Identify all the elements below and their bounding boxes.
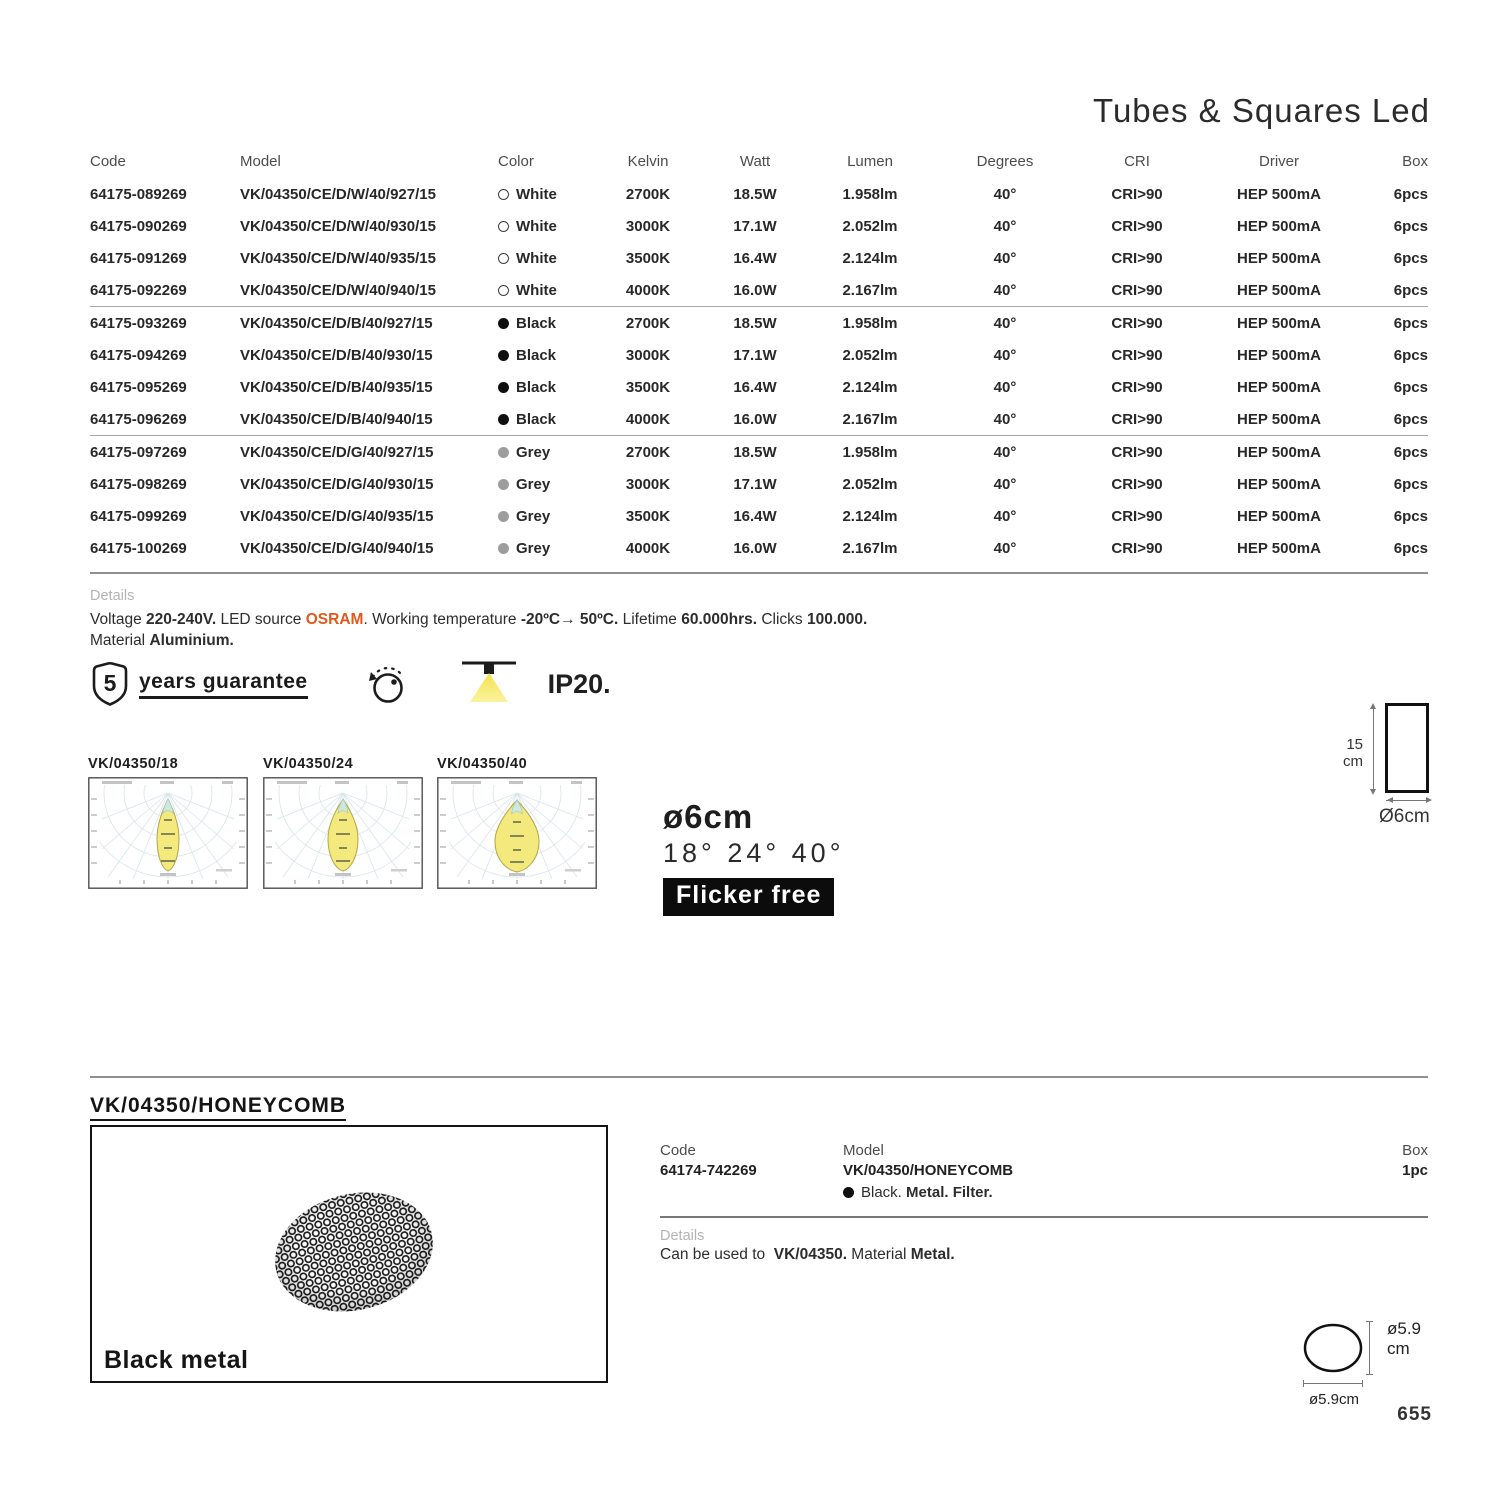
figure-label: VK/04350/18 (88, 756, 179, 772)
cell-box: 6pcs (1393, 281, 1428, 299)
cell-watt: 18.5W (733, 443, 777, 461)
guarantee-years: 5 (103, 670, 117, 696)
cell-color (498, 250, 594, 267)
column-header-code: Code (90, 152, 126, 170)
photometric-figure (88, 756, 248, 894)
cell-driver: HEP 500mA (1237, 443, 1321, 461)
cell-lumen: 2.124lm (842, 378, 898, 396)
color-dot-icon (498, 543, 509, 554)
osram-brand-text: OSRAM (305, 611, 364, 628)
hc-code-value: 64174-742269 (660, 1162, 757, 1179)
details-block (90, 586, 867, 651)
circle-dimension-drawing (1295, 1303, 1475, 1418)
cell-code: 64175-089269 (90, 185, 187, 203)
cell-box: 6pcs (1393, 217, 1428, 235)
photometric-diagram-18 (88, 777, 248, 889)
cell-watt: 16.0W (733, 281, 777, 299)
cell-model: VK/04350/CE/D/W/40/927/15 (240, 185, 436, 203)
cell-driver: HEP 500mA (1237, 410, 1321, 428)
cell-degrees: 40° (993, 539, 1017, 557)
cell-model: VK/04350/CE/D/B/40/940/15 (240, 410, 433, 428)
cell-degrees: 40° (993, 281, 1017, 299)
cell-model: VK/04350/CE/D/G/40/927/15 (240, 443, 434, 461)
honeycomb-image-box (90, 1125, 608, 1383)
cell-kelvin: 4000K (625, 281, 671, 299)
cell-kelvin: 3500K (625, 249, 671, 267)
cell-model: VK/04350/CE/D/B/40/930/15 (240, 346, 433, 364)
dimension-tick (1303, 1380, 1304, 1387)
cell-color (498, 347, 594, 364)
cell-degrees: 40° (993, 346, 1017, 364)
cell-driver: HEP 500mA (1237, 539, 1321, 557)
cell-driver: HEP 500mA (1237, 378, 1321, 396)
cell-driver: HEP 500mA (1237, 507, 1321, 525)
honeycomb-filter-image (92, 1127, 601, 1376)
cell-watt: 16.4W (733, 378, 777, 396)
cell-cri: CRI>90 (1111, 443, 1163, 461)
cell-model: VK/04350/CE/D/W/40/930/15 (240, 217, 436, 235)
column-header-degrees: Degrees (976, 152, 1034, 170)
cell-degrees: 40° (993, 443, 1017, 461)
cell-cri: CRI>90 (1111, 314, 1163, 332)
cell-model: VK/04350/CE/D/G/40/935/15 (240, 507, 434, 525)
cell-kelvin: 3000K (625, 217, 671, 235)
beam-angles-spec: 18° 24° 40° (663, 838, 845, 868)
table-header-row (90, 144, 1428, 178)
bottom-dimension-label: ø5.9cm (1308, 1391, 1359, 1408)
hc-details-label: Details (660, 1228, 705, 1244)
side-dimension-label: ø5.9 cm (1387, 1319, 1422, 1358)
cell-cri: CRI>90 (1111, 249, 1163, 267)
cell-degrees: 40° (993, 314, 1017, 332)
cell-watt: 18.5W (733, 185, 777, 203)
cell-cri: CRI>90 (1111, 346, 1163, 364)
cell-color (498, 444, 594, 461)
color-label: Black (516, 346, 557, 364)
cell-lumen: 2.052lm (842, 475, 898, 493)
cell-lumen: 1.958lm (842, 443, 898, 461)
table-row (90, 210, 1428, 242)
hc-details-line: Can be used to VK/04350. Material Metal. (660, 1246, 955, 1263)
color-dot-icon (843, 1187, 854, 1198)
cell-lumen: 1.958lm (842, 185, 898, 203)
dimension-line (1369, 1321, 1370, 1375)
color-label: Black (516, 378, 557, 396)
cell-watt: 18.5W (733, 314, 777, 332)
cell-degrees: 40° (993, 475, 1017, 493)
cell-box: 6pcs (1393, 378, 1428, 396)
hc-variant (843, 1184, 993, 1201)
cell-watt: 16.4W (733, 249, 777, 267)
cell-box: 6pcs (1393, 443, 1428, 461)
cell-kelvin: 4000K (625, 410, 671, 428)
tube-outline (1385, 703, 1429, 793)
page-number: 655 (1397, 1404, 1432, 1425)
cell-box: 6pcs (1393, 249, 1428, 267)
dimension-line (1386, 800, 1428, 801)
cell-cri: CRI>90 (1111, 185, 1163, 203)
cell-box: 6pcs (1393, 410, 1428, 428)
cell-degrees: 40° (993, 185, 1017, 203)
cell-model: VK/04350/CE/D/G/40/940/15 (240, 539, 434, 557)
cell-model: VK/04350/CE/D/B/40/927/15 (240, 314, 433, 332)
cell-driver: HEP 500mA (1237, 281, 1321, 299)
cell-watt: 17.1W (733, 475, 777, 493)
color-label: Black (516, 410, 557, 428)
color-dot-icon (498, 382, 509, 393)
color-label: Grey (516, 475, 551, 493)
honeycomb-info (660, 1142, 1428, 1218)
cell-code: 64175-098269 (90, 475, 187, 493)
guarantee-text: years guarantee (139, 670, 308, 699)
cell-code: 64175-093269 (90, 314, 187, 332)
cell-box: 6pcs (1393, 475, 1428, 493)
cell-model: VK/04350/CE/D/B/40/935/15 (240, 378, 433, 396)
cell-driver: HEP 500mA (1237, 185, 1321, 203)
cell-kelvin: 3500K (625, 378, 671, 396)
cell-kelvin: 2700K (625, 314, 671, 332)
ip-rating: IP20. (547, 668, 611, 699)
cell-code: 64175-092269 (90, 281, 187, 299)
cell-color (498, 315, 594, 332)
dimension-line (1303, 1383, 1363, 1384)
figure-label: VK/04350/40 (437, 756, 528, 772)
table-row (90, 403, 1428, 435)
page-title: Tubes & Squares Led (1093, 92, 1430, 129)
table-row (90, 500, 1428, 532)
cell-kelvin: 3000K (625, 475, 671, 493)
hc-variant-text: Black. Metal. Filter. (861, 1184, 993, 1201)
dimension-tick (1366, 1374, 1373, 1375)
cell-watt: 16.0W (733, 410, 777, 428)
table-row (90, 436, 1428, 468)
cell-box: 6pcs (1393, 539, 1428, 557)
hc-model-label: Model (843, 1142, 884, 1159)
cell-degrees: 40° (993, 217, 1017, 235)
color-dot-icon (498, 479, 509, 490)
photometric-diagram-40 (437, 777, 597, 889)
color-label: White (516, 281, 557, 299)
column-header-model: Model (240, 152, 281, 170)
color-label: Grey (516, 507, 551, 525)
honeycomb-title: VK/04350/HONEYCOMB (90, 1094, 346, 1121)
cell-driver: HEP 500mA (1237, 217, 1321, 235)
cell-kelvin: 4000K (625, 539, 671, 557)
cell-driver: HEP 500mA (1237, 475, 1321, 493)
table-group-black (90, 306, 1428, 435)
divider-rule (660, 1216, 1428, 1218)
cell-code: 64175-090269 (90, 217, 187, 235)
table-group-white (90, 178, 1428, 306)
cell-lumen: 2.167lm (842, 281, 898, 299)
cell-watt: 16.0W (733, 539, 777, 557)
column-header-color: Color (498, 152, 534, 170)
table-row (90, 242, 1428, 274)
guarantee-shield-icon (90, 661, 130, 707)
honeycomb-details (660, 1228, 955, 1264)
details-line-2: Material Aluminium. (90, 632, 234, 649)
cell-cri: CRI>90 (1111, 410, 1163, 428)
dimension-arrow (1426, 797, 1435, 803)
diameter-spec: ø6cm (663, 798, 754, 835)
cell-code: 64175-096269 (90, 410, 187, 428)
details-line-1: Voltage 220-240V. LED source OSRAM. Working temperature -20ºC→ 50ºC. Lifetime 60.000hrs. Clicks 100.000. (90, 611, 868, 628)
table-row (90, 532, 1428, 564)
photometric-diagram-24 (263, 777, 423, 889)
color-label: Grey (516, 443, 551, 461)
cell-lumen: 2.124lm (842, 249, 898, 267)
divider-rule (90, 572, 1428, 574)
color-dot-icon (498, 221, 509, 232)
table-row (90, 274, 1428, 306)
cell-lumen: 2.167lm (842, 410, 898, 428)
color-dot-icon (498, 253, 509, 264)
cell-kelvin: 2700K (625, 185, 671, 203)
tube-dimension-drawing (1325, 698, 1455, 833)
flicker-free-badge: Flicker free (663, 878, 834, 916)
cell-degrees: 40° (993, 249, 1017, 267)
dimension-arrow (1370, 789, 1376, 795)
cell-code: 64175-099269 (90, 507, 187, 525)
table-group-grey (90, 435, 1428, 564)
figure-label: VK/04350/24 (263, 756, 354, 772)
cell-watt: 17.1W (733, 217, 777, 235)
cell-model: VK/04350/CE/D/W/40/935/15 (240, 249, 436, 267)
cell-code: 64175-097269 (90, 443, 187, 461)
cell-code: 64175-094269 (90, 346, 187, 364)
color-label: White (516, 185, 557, 203)
filter-outline (1295, 1303, 1375, 1393)
divider-rule (90, 1076, 1428, 1078)
column-header-box: Box (1402, 152, 1428, 170)
cell-cri: CRI>90 (1111, 378, 1163, 396)
color-dot-icon (498, 350, 509, 361)
spec-block (663, 798, 845, 916)
photometric-figure (437, 756, 597, 894)
column-header-lumen: Lumen (847, 152, 893, 170)
hc-code-label: Code (660, 1142, 696, 1159)
width-dimension-label: Ø6cm (1379, 806, 1430, 827)
cell-lumen: 2.167lm (842, 539, 898, 557)
color-dot-icon (498, 318, 509, 329)
ceiling-light-icon (456, 656, 522, 713)
color-label: Black (516, 314, 557, 332)
color-dot-icon (498, 189, 509, 200)
cell-cri: CRI>90 (1111, 281, 1163, 299)
cell-cri: CRI>90 (1111, 539, 1163, 557)
features-row (90, 658, 611, 710)
cell-model: VK/04350/CE/D/W/40/940/15 (240, 281, 436, 299)
color-label: White (516, 217, 557, 235)
cell-color (498, 186, 594, 203)
cell-lumen: 2.124lm (842, 507, 898, 525)
table-row (90, 468, 1428, 500)
cell-lumen: 2.052lm (842, 217, 898, 235)
color-dot-icon (498, 414, 509, 425)
cell-driver: HEP 500mA (1237, 314, 1321, 332)
cell-kelvin: 2700K (625, 443, 671, 461)
cell-color (498, 379, 594, 396)
table-row (90, 371, 1428, 403)
hc-model-value: VK/04350/HONEYCOMB (843, 1162, 1014, 1179)
photometric-figure (263, 756, 423, 894)
cell-box: 6pcs (1393, 314, 1428, 332)
cell-lumen: 2.052lm (842, 346, 898, 364)
column-header-cri: CRI (1124, 152, 1150, 170)
cell-driver: HEP 500mA (1237, 249, 1321, 267)
cell-code: 64175-095269 (90, 378, 187, 396)
cell-code: 64175-091269 (90, 249, 187, 267)
column-header-driver: Driver (1259, 152, 1299, 170)
cell-degrees: 40° (993, 410, 1017, 428)
cell-watt: 17.1W (733, 346, 777, 364)
cell-watt: 16.4W (733, 507, 777, 525)
cell-box: 6pcs (1393, 185, 1428, 203)
color-dot-icon (498, 447, 509, 458)
cell-cri: CRI>90 (1111, 507, 1163, 525)
cell-cri: CRI>90 (1111, 217, 1163, 235)
color-dot-icon (498, 285, 509, 296)
cell-color (498, 540, 594, 557)
cell-lumen: 1.958lm (842, 314, 898, 332)
cell-kelvin: 3500K (625, 507, 671, 525)
column-header-kelvin: Kelvin (627, 152, 669, 170)
cell-box: 6pcs (1393, 346, 1428, 364)
hc-box-label: Box (1402, 1142, 1428, 1159)
cell-model: VK/04350/CE/D/G/40/930/15 (240, 475, 434, 493)
table-row (90, 178, 1428, 210)
color-label: Grey (516, 539, 551, 557)
height-dimension-label: 15 cm (1343, 736, 1363, 770)
cell-kelvin: 3000K (625, 346, 671, 364)
dimmable-icon (364, 658, 412, 711)
cell-degrees: 40° (993, 378, 1017, 396)
cell-code: 64175-100269 (90, 539, 187, 557)
dimension-line (1373, 708, 1374, 790)
cell-color (498, 218, 594, 235)
cell-color (498, 476, 594, 493)
cell-driver: HEP 500mA (1237, 346, 1321, 364)
dimension-tick (1366, 1321, 1373, 1322)
cell-color (498, 508, 594, 525)
product-table (90, 144, 1428, 564)
honeycomb-caption: Black metal (104, 1346, 249, 1374)
table-row (90, 339, 1428, 371)
column-header-watt: Watt (739, 152, 771, 170)
dimension-tick (1362, 1380, 1363, 1387)
cell-color (498, 282, 594, 299)
hc-box-value: 1pc (1402, 1162, 1428, 1179)
color-label: White (516, 249, 557, 267)
cell-degrees: 40° (993, 507, 1017, 525)
color-dot-icon (498, 511, 509, 522)
table-row (90, 307, 1428, 339)
cell-box: 6pcs (1393, 507, 1428, 525)
cell-cri: CRI>90 (1111, 475, 1163, 493)
cell-color (498, 411, 594, 428)
details-label: Details (90, 588, 135, 604)
